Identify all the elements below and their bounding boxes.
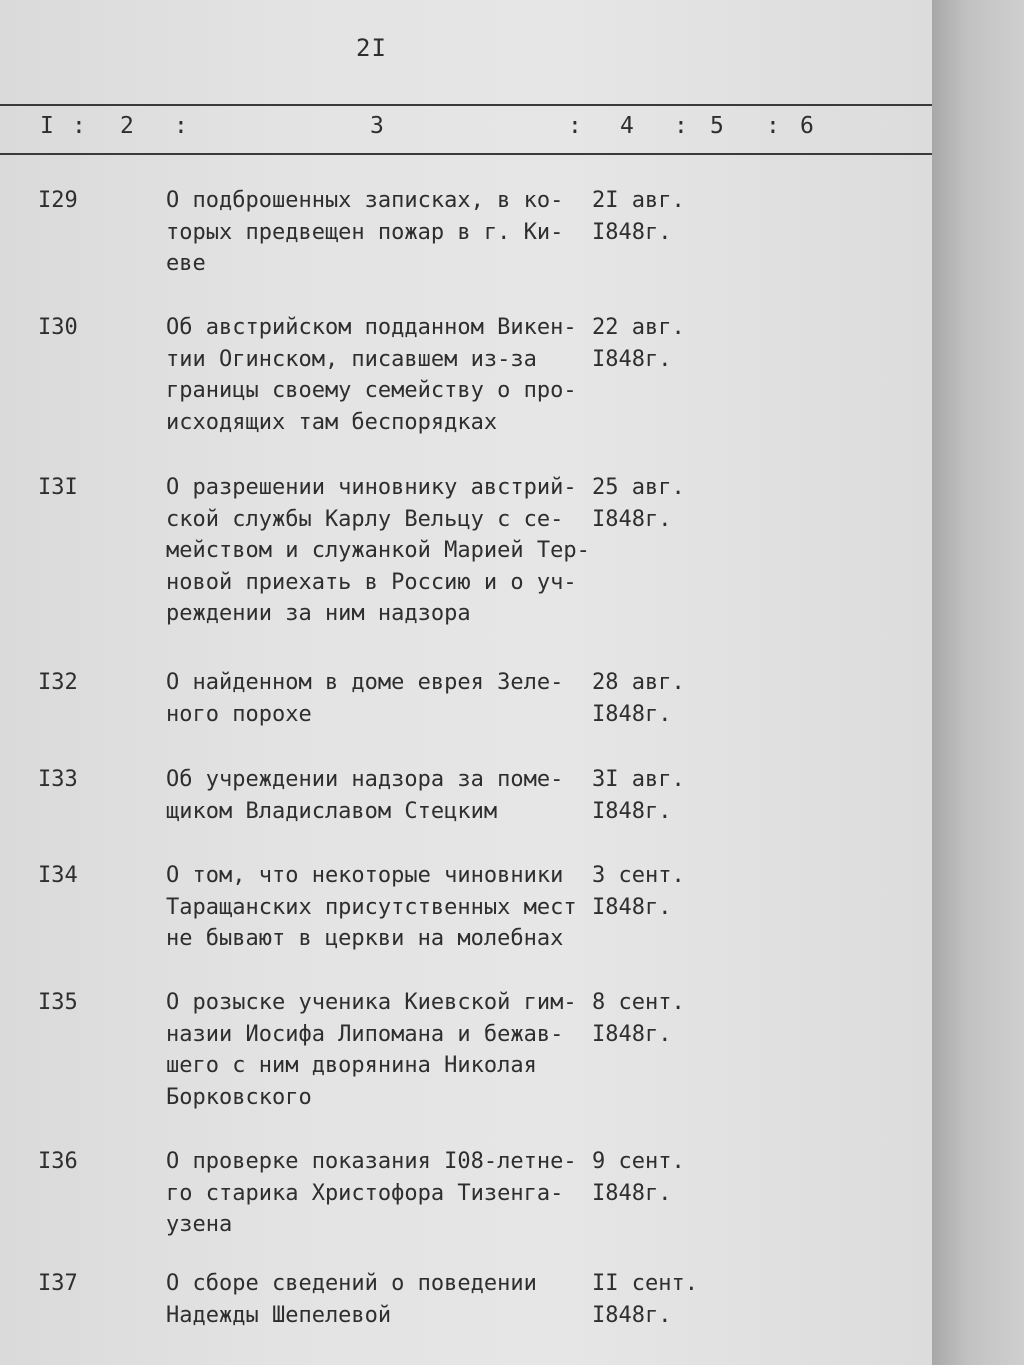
entry-date-line: 2I авг. <box>592 188 685 213</box>
entry-date-line: I848г. <box>592 894 672 920</box>
entry-date <box>592 987 685 1050</box>
entry-title-line: О розыске ученика Киевской гим- <box>166 990 577 1015</box>
entry-title-line: Об учреждении надзора за поме- <box>166 767 564 792</box>
entry-title-line: узена <box>166 1212 233 1237</box>
entry-date <box>592 1146 685 1209</box>
entry-date-line: 9 сент. <box>592 1149 685 1174</box>
entry-title-line: реждении за ним надзора <box>166 601 471 626</box>
column-header-3: 3 <box>370 113 384 139</box>
entry-title <box>166 1268 586 1331</box>
entry-title-line: О сборе сведений о поведении <box>166 1271 537 1296</box>
entry-title-line: назии Иосифа Липомана и бежав- <box>166 1021 564 1047</box>
entry-title-line: О проверке показания I08-летне- <box>166 1149 577 1174</box>
entry-title-line: Таращанских присутственных мест <box>166 894 577 920</box>
entry-number: I37 <box>38 1271 78 1296</box>
entry-date-line: 28 авг. <box>592 670 685 695</box>
entry-title-line: Надежды Шепелевой <box>166 1302 392 1328</box>
column-separator-5: : <box>766 113 780 139</box>
entry-title-line: ного порохе <box>166 701 312 727</box>
entry-number: I35 <box>38 990 78 1015</box>
entry-number: I29 <box>38 188 78 213</box>
entry-number: I36 <box>38 1149 78 1174</box>
entry-title-line: не бывают в церкви на молебнах <box>166 926 564 951</box>
entry-number: I30 <box>38 315 78 340</box>
entry-number: I33 <box>38 767 78 792</box>
entry-title-line: тии Огинском, писавшем из-за <box>166 346 537 372</box>
entry-date-line: I848г. <box>592 701 672 727</box>
column-header-4: 4 <box>620 113 634 139</box>
entry-date-line: I848г. <box>592 1021 672 1047</box>
entry-title-line: О том, что некоторые чиновники <box>166 863 564 888</box>
entry-title-line: щиком Владиславом Стецким <box>166 798 498 824</box>
column-header-1: I <box>40 113 54 139</box>
entry-title-line: мейством и служанкой Марией Тер- <box>166 538 590 563</box>
entry-date-line: 8 сент. <box>592 990 685 1015</box>
column-separator-2: : <box>174 113 188 139</box>
entry-title-line: шего с ним дворянина Николая <box>166 1053 537 1078</box>
column-header-2: 2 <box>120 113 134 139</box>
page-number: 2I <box>356 34 387 62</box>
entry-title-line: О подброшенных записках, в ко- <box>166 188 564 213</box>
entry-date-line: 3 сент. <box>592 863 685 888</box>
column-separator-4: : <box>674 113 688 139</box>
entry-number: I34 <box>38 863 78 888</box>
entry-title-line: О найденном в доме еврея Зеле- <box>166 670 564 695</box>
entry-date-line: 25 авг. <box>592 475 685 500</box>
entry-date-line: 22 авг. <box>592 315 685 340</box>
entry-date <box>592 1268 698 1331</box>
entry-date-line: I848г. <box>592 219 672 245</box>
column-separator-3: : <box>568 113 582 139</box>
entry-date-line: 3I авг. <box>592 767 685 792</box>
entry-date <box>592 185 685 248</box>
entry-date <box>592 860 685 923</box>
entry-date <box>592 312 685 375</box>
entry-title-line: го старика Христофора Тизенга- <box>166 1180 564 1206</box>
entry-date <box>592 764 685 827</box>
entry-date-line: II сент. <box>592 1271 698 1296</box>
entry-date-line: I848г. <box>592 1180 672 1206</box>
entry-title-line: ской службы Карлу Вельцу с се- <box>166 506 564 532</box>
entry-title-line: исходящих там беспорядках <box>166 409 498 435</box>
entry-title <box>166 312 586 438</box>
entry-title <box>166 1146 586 1241</box>
entry-title-line: еве <box>166 251 206 276</box>
entry-title-line: новой приехать в Россию и о уч- <box>166 569 577 595</box>
entry-number: I32 <box>38 670 78 695</box>
entry-title <box>166 472 590 630</box>
entry-number: I3I <box>38 475 78 500</box>
entry-title <box>166 764 586 827</box>
entry-title-line: Об австрийском подданном Викен- <box>166 315 577 340</box>
entry-title-line: Борковского <box>166 1084 312 1110</box>
entry-date-line: I848г. <box>592 506 672 532</box>
entry-title-line: торых предвещен пожар в г. Ки- <box>166 219 564 245</box>
entry-title <box>166 667 586 730</box>
entry-date-line: I848г. <box>592 346 672 372</box>
header-top-rule <box>0 104 932 106</box>
entry-date-line: I848г. <box>592 798 672 824</box>
column-header-6: 6 <box>800 113 814 139</box>
entry-date <box>592 667 685 730</box>
entry-title <box>166 987 586 1113</box>
header-bottom-rule <box>0 153 932 155</box>
column-header-5: 5 <box>710 113 724 139</box>
entry-title-line: границы своему семейству о про- <box>166 378 577 403</box>
entry-title <box>166 860 586 955</box>
entry-title-line: О разрешении чиновнику австрий- <box>166 475 577 500</box>
page-edge-shadow <box>932 0 1024 1365</box>
column-separator-1: : <box>72 113 86 139</box>
entry-date <box>592 472 685 535</box>
entry-date-line: I848г. <box>592 1302 672 1328</box>
entry-title <box>166 185 586 280</box>
